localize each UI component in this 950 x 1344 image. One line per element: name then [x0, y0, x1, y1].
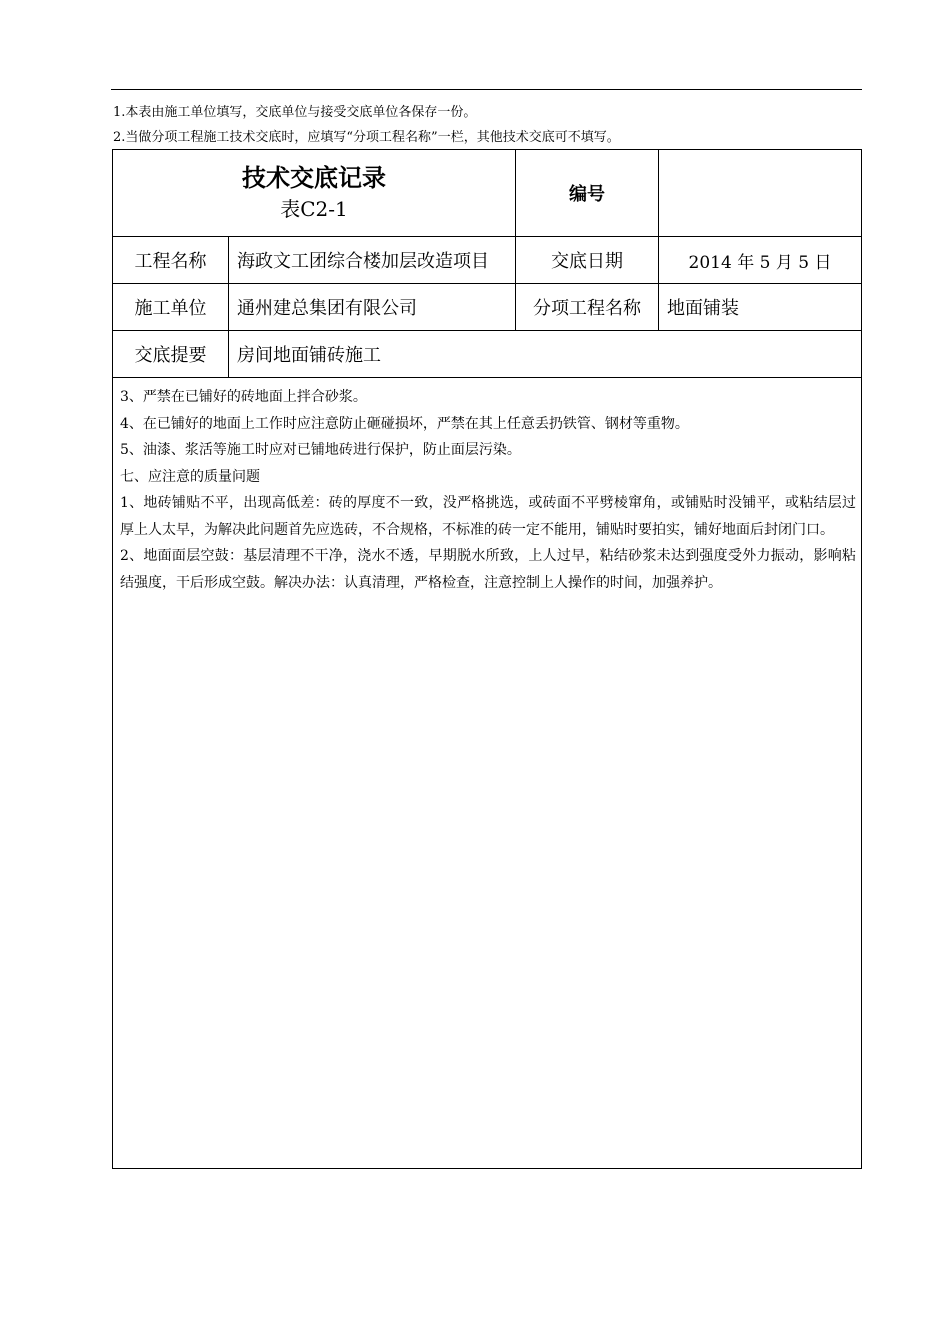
contractor-field[interactable]: 通州建总集团有限公司	[229, 284, 516, 331]
content-paragraph: 3、严禁在已铺好的砖地面上拌合砂浆。	[120, 389, 367, 405]
number-label: 编号	[516, 150, 659, 237]
content-paragraph: 1、地砖铺贴不平，出现高低差：砖的厚度不一致，没严格挑选，或砖面不平劈棱窜角，或铺贴时没铺平，或粘结层过厚上人太早，为解决此问题首先应选砖，不合规格，不标准的砖一定不能用，铺贴时要拍实，铺好地面后封闭门口。	[120, 495, 856, 538]
top-rule	[111, 89, 862, 90]
content-paragraph: 4、在已铺好的地面上工作时应注意防止砸碰损坏，严禁在其上任意丢扔铁管、钢材等重物。	[120, 415, 689, 432]
project-name-label: 工程名称	[113, 237, 229, 284]
content-section-heading: 七、应注意的质量问题	[120, 468, 260, 485]
summary-field[interactable]: 房间地面铺砖施工	[229, 331, 862, 378]
form-code: 表C2-1	[280, 197, 348, 221]
subproject-field[interactable]: 地面铺装	[659, 284, 862, 331]
content-paragraph: 5、油漆、浆活等施工时应对已铺地砖进行保护，防止面层污染。	[120, 442, 521, 458]
number-field[interactable]	[659, 150, 862, 237]
project-name-field[interactable]: 海政文工团综合楼加层改造项目	[229, 237, 516, 284]
instruction-note-1: 1.本表由施工单位填写，交底单位与接受交底单位各保存一份。	[113, 105, 477, 120]
summary-label: 交底提要	[113, 331, 229, 378]
form-title-cell	[113, 150, 516, 237]
technical-briefing-form	[112, 149, 862, 1169]
subproject-label: 分项工程名称	[516, 284, 659, 331]
contractor-label: 施工单位	[113, 284, 229, 331]
briefing-content[interactable]	[113, 378, 862, 1169]
form-title: 技术交底记录	[242, 164, 386, 192]
content-paragraph: 2、地面面层空鼓：基层清理不干净，浇水不透，早期脱水所致，上人过早，粘结砂浆未达到强度受外力振动，影响粘结强度，干后形成空鼓。解决办法：认真清理，严格检查，注意控制上人操作的时间，加强养护。	[120, 548, 856, 591]
date-field[interactable]: 2014 年 5 月 5 日	[659, 237, 862, 284]
date-label: 交底日期	[516, 237, 659, 284]
instruction-note-2: 2.当做分项工程施工技术交底时，应填写“分项工程名称”一栏，其他技术交底可不填写。	[113, 130, 620, 145]
